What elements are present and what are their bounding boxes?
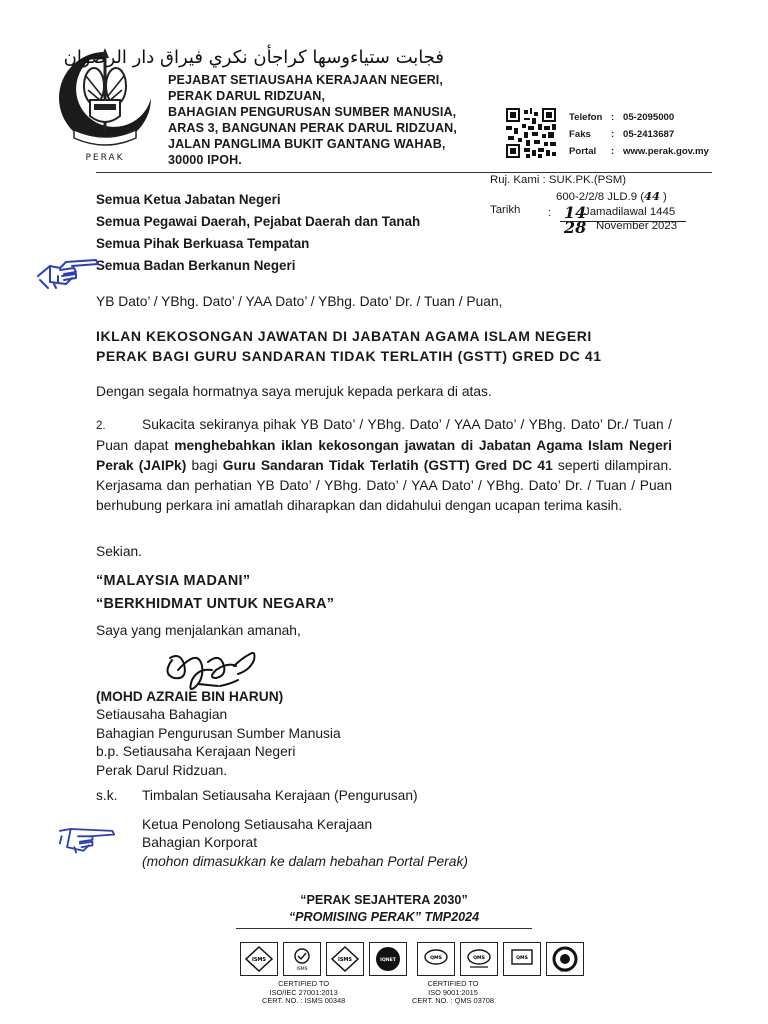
national-slogans: [96, 570, 334, 616]
addressee: Semua Ketua Jabatan Negeri: [96, 192, 281, 207]
svg-text:IQNET: IQNET: [380, 958, 396, 963]
pointing-hand-stamp-icon: [58, 822, 116, 856]
footer-slogan: “PERAK SEJAHTERA 2030”: [300, 893, 468, 907]
file-number: 600-2/2/8 JLD.9 (44 ): [556, 189, 667, 203]
svg-text:QMS: QMS: [516, 956, 528, 961]
subject-line: IKLAN KEKOSONGAN JAWATAN DI JABATAN AGAMA ISLAM NEGERI: [96, 328, 592, 344]
svg-text:ISMS: ISMS: [337, 957, 353, 963]
office-line: JALAN PANGLIMA BUKIT GANTANG WAHAB,: [168, 137, 446, 151]
signer-line: Bahagian Pengurusan Sumber Manusia: [96, 725, 341, 741]
footer-slogan: “PROMISING PERAK” TMP2024: [288, 910, 480, 924]
isms-certification-badge: [240, 942, 278, 976]
addressee: Semua Pihak Berkuasa Tempatan: [96, 236, 310, 251]
intro-paragraph: Dengan segala hormatnya saya merujuk kepada perkara di atas.: [96, 384, 492, 399]
paragraph-2: 2. Sukacita sekiranya pihak YB Dato’ / YBhg. Dato’ / YAA Dato’ / YBhg. Dato’ Dr./ Tuan / Puan dapat menghebahkan iklan kekosongan jawatan di Jabatan Agama Islam Negeri Perak (JAIPk) bagi Guru Sandaran Tidak Terlatih (GSTT) Gred DC 41 seperti dilampiran. Kerjasama dan perhatian YB Dato’ / YBhg. Dato’ / YAA Dato’ / YBhg. Dato’ Dr. / Tuan / Puan berhubung perkara ini amatlah diharapkan dan didahului dengan ucapan terima kasih.: [96, 417, 672, 513]
cc-label: s.k.: [96, 788, 118, 803]
sirim-certification-badge: [417, 942, 455, 976]
office-line: BAHAGIAN PENGURUSAN SUMBER MANUSIA,: [168, 105, 457, 119]
qr-code-icon: [506, 108, 556, 158]
paragraph-number: 2.: [96, 420, 106, 432]
svg-text:IQNET: IQNET: [559, 969, 571, 973]
slogan: “BERKHIDMAT UNTUK NEGARA”: [96, 596, 335, 612]
hijri-day-handwritten: 14: [564, 203, 587, 222]
gregorian-date: November 2023: [596, 220, 678, 232]
jawi-office-motto: فجابت ستياءوسها كراجأن نكري فيراق دار الرضوان: [63, 47, 444, 68]
letterhead-divider: [96, 172, 712, 173]
salutation: YB Dato’ / YBhg. Dato’ / YAA Dato’ / YBhg. Dato’ Dr. / Tuan / Puan,: [96, 294, 503, 309]
signer-line: Setiausaha Bahagian: [96, 707, 228, 723]
isms-certification-badge: [326, 942, 364, 976]
svg-text:QMS: QMS: [430, 956, 442, 961]
carbon-copy-first: s.k. Timbalan Setiausaha Kerajaan (Pengurusan): [96, 786, 418, 806]
contact-fax: Faks : 05-2413687: [569, 129, 675, 140]
office-line: PEJABAT SETIAUSAHA KERAJAAN NEGERI,: [168, 73, 443, 87]
addressee: Semua Badan Berkanun Negeri: [96, 258, 296, 273]
signer-line: Perak Darul Ridzuan.: [96, 762, 228, 778]
office-line: PERAK DARUL RIDZUAN,: [168, 89, 326, 103]
reference-number: Ruj. Kami : SUK.PK.(PSM): [490, 174, 627, 186]
svg-text:ISMS: ISMS: [296, 967, 308, 972]
letter-subject: [96, 326, 672, 366]
contact-portal: Portal : www.perak.gov.my: [569, 146, 709, 157]
qms-certification-badge: [503, 942, 541, 976]
slogan: “MALAYSIA MADANI”: [96, 573, 251, 589]
hijri-date: Jamadilawal 1445: [584, 206, 676, 218]
qms-certification-caption: CERTIFIED TO ISO 9001:2015 CERT. NO. : QMS 03708: [412, 979, 495, 1006]
svg-text:QMS: QMS: [473, 956, 485, 961]
cc-note: (mohon dimasukkan ke dalam hebahan Portal Perak): [142, 853, 468, 869]
contact-phone: Telefon : 05-2095000: [569, 112, 675, 123]
cc-line: Bahagian Korporat: [142, 835, 258, 851]
emphasis: menghebahkan iklan kekosongan jawatan di Jabatan Agama Islam Negeri Perak (JAIPk): [96, 438, 672, 473]
trust-line: Saya yang menjalankan amanah,: [96, 623, 301, 638]
addressee-list: [96, 189, 420, 277]
subject-line: PERAK BAGI GURU SANDARAN TIDAK TERLATIH (GSTT) GRED DC 41: [96, 348, 602, 364]
footer-divider: [236, 928, 532, 929]
emphasis: Guru Sandaran Tidak Terlatih (GSTT) Gred DC 41: [222, 458, 553, 473]
crest-label: PERAK: [85, 153, 125, 163]
ukas-certification-badge: [283, 942, 321, 976]
addressee: Semua Pegawai Daerah, Pejabat Daerah dan Tanah: [96, 214, 421, 229]
office-line: 30000 IPOH.: [168, 153, 242, 167]
signer-name: (MOHD AZRAIE BIN HARUN): [96, 689, 284, 704]
cc-line: Ketua Penolong Setiausaha Kerajaan: [142, 817, 373, 832]
carbon-copy-second: [142, 816, 468, 871]
qms-certification-badge: [460, 942, 498, 976]
isms-certification-caption: CERTIFIED TO ISO/IEC 27001:2013 CERT. NO. : ISMS 00348: [262, 979, 346, 1006]
footer-slogans: [0, 892, 768, 926]
iqnet-certification-badge: [369, 942, 407, 976]
office-address: [168, 72, 457, 168]
signer-line: b.p. Setiausaha Kerajaan Negeri: [96, 744, 296, 760]
pointing-hand-stamp-icon: [36, 256, 100, 290]
signer-block: [96, 688, 341, 780]
date-separator: :: [548, 207, 552, 219]
contact-details: [569, 109, 709, 160]
closing: Sekian.: [96, 544, 143, 559]
gregorian-day-handwritten: 28: [564, 218, 587, 237]
office-line: ARAS 3, BANGUNAN PERAK DARUL RIDZUAN,: [168, 121, 457, 135]
date-label: Tarikh: [490, 204, 521, 216]
svg-text:ISMS: ISMS: [251, 957, 267, 963]
certification-badges: [240, 942, 589, 976]
iqnet-certification-badge: [546, 942, 584, 976]
